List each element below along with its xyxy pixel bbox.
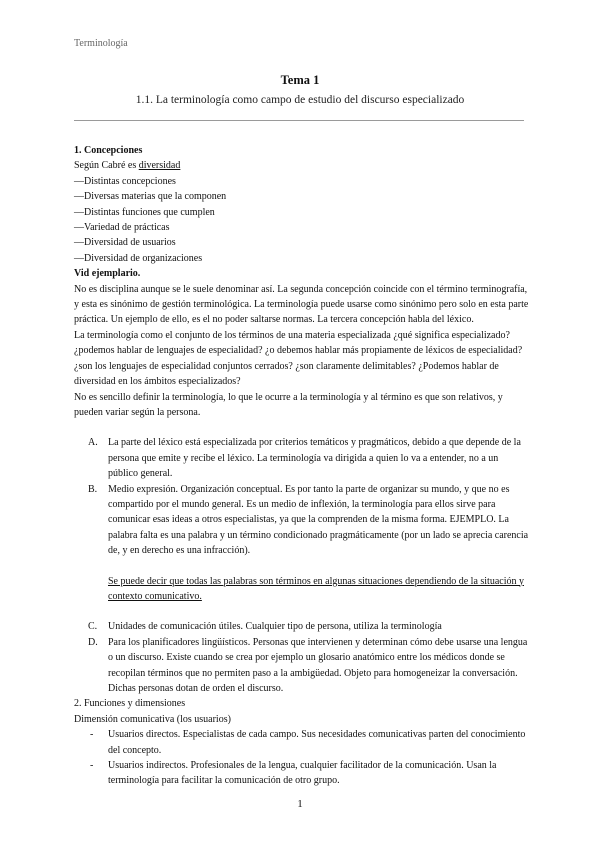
dash-item: — Distintas concepciones [74, 174, 529, 189]
body-paragraph: No es disciplina aunque se le suele denominar así. La segunda concepción coincide con el término terminografía, y esta es sinónimo de gestión terminológica. La terminología puede usarse como sinónimo pero solo en esta parte práctica. Un ejemplo de ello, es el no poder saltarse normas. La tercera concepción habla del léxico. [74, 283, 529, 326]
section-heading-concepciones: 1. Concepciones [74, 145, 143, 156]
lettered-item-text: Medio expresión. Organización conceptual. Es por tanto la parte de organizar su mundo, y que no es compartido por el mundo general. Es un medio de inflexión, la terminología para ellos sirve para comunicar esas ideas a otros especialistas, ya que la comprenden de la misma forma. EJEMPLO. La palabra falta es una palabra y un término condicionado pragmáticamente (por un lado se aprecia carencia de, y en derecho es una infracción). [108, 483, 529, 557]
lettered-item [74, 435, 529, 481]
list-marker: - [90, 729, 94, 741]
list-marker: D. [88, 636, 98, 648]
page-subtitle: 1.1. La terminología como campo de estudio del discurso especializado [135, 94, 465, 106]
page-number: 1 [297, 798, 303, 810]
list-marker: A. [88, 437, 98, 449]
running-header: Terminología [74, 38, 128, 49]
dash-item: — Distintas funciones que cumplen [74, 205, 529, 220]
list-marker: - [90, 760, 94, 772]
lettered-item-text: Unidades de comunicación útiles. Cualquier tipo de persona, utiliza la terminología [108, 621, 442, 633]
underlined-note: Se puede decir que todas las palabras son términos en algunas situaciones dependiendo de la situación y contexto comunicativo. [108, 575, 524, 602]
document-body [74, 143, 529, 789]
section-heading-funciones: 2. Funciones y dimensiones [74, 698, 186, 710]
vid-heading: Vid ejemplario. [74, 268, 141, 280]
lettered-list [74, 435, 529, 558]
spacer [74, 420, 529, 435]
section-subheading: Dimensión comunicativa (los usuarios) [74, 713, 231, 725]
dash-item: — Variedad de prácticas [74, 220, 529, 235]
intro-line [74, 158, 529, 173]
dash-item: — Diversas materias que la componen [74, 189, 529, 204]
list-marker: C. [88, 621, 98, 633]
lettered-item [74, 635, 529, 697]
body-paragraph: La terminología como el conjunto de los términos de una materia especializada ¿qué significa especializado? ¿podemos hablar de lenguajes de especialidad? ¿o debemos hablar más propiamente de léxicos de especialidad? ¿son los lenguajes de especialidad conjuntos cerrados? ¿son claramente delimitables? ¿Podemos hablar de diversidad en los ámbitos especializados? [74, 329, 523, 388]
bullet-item [74, 727, 529, 758]
page-title: Tema 1 [280, 73, 320, 87]
spacer [74, 604, 529, 619]
bullet-item [74, 758, 529, 789]
dash-item: — Diversidad de usuarios [74, 235, 529, 250]
lettered-item [74, 482, 529, 559]
lettered-item-text: La parte del léxico está especializada por criterios temáticos y pragmáticos, debido a que depende de la persona que emite y recibe el léxico. La terminología va dirigida a quien lo va a entender, no a un público general. [108, 437, 521, 480]
spacer [74, 559, 529, 574]
dash-item: — Diversidad de organizaciones [74, 251, 529, 266]
list-marker: B. [88, 483, 98, 495]
bullet-item-text: Usuarios directos. Especialistas de cada campo. Sus necesidades comunicativas parten del conocimiento del concepto. [108, 729, 526, 756]
lettered-item [74, 619, 529, 634]
intro-underlined: diversidad [138, 160, 181, 172]
bullet-item-text: Usuarios indirectos. Profesionales de la lengua, cualquier facilitador de la comunicación. Usan la terminología para facilitar la comunicación de otro grupo. [108, 760, 497, 787]
intro-prefix: Según Cabré es [74, 160, 139, 172]
bullet-list [74, 727, 529, 789]
header-divider [74, 120, 524, 121]
lettered-list [74, 619, 529, 696]
body-paragraph: No es sencillo definir la terminología, lo que le ocurre a la terminología y al término es que son relativos, y pueden variar según la persona. [74, 391, 503, 418]
lettered-item-text: Para los planificadores lingüísticos. Personas que intervienen y determinan cómo debe usarse una lengua o un discurso. Existe cuando se crea por ejemplo un glosario anatómico entre los médicos donde se recopilan términos que no permiten paso a la ambigüedad. Objeto para homogeneizar la conversación. Dichas personas dotan de orden el discurso. [108, 636, 528, 694]
